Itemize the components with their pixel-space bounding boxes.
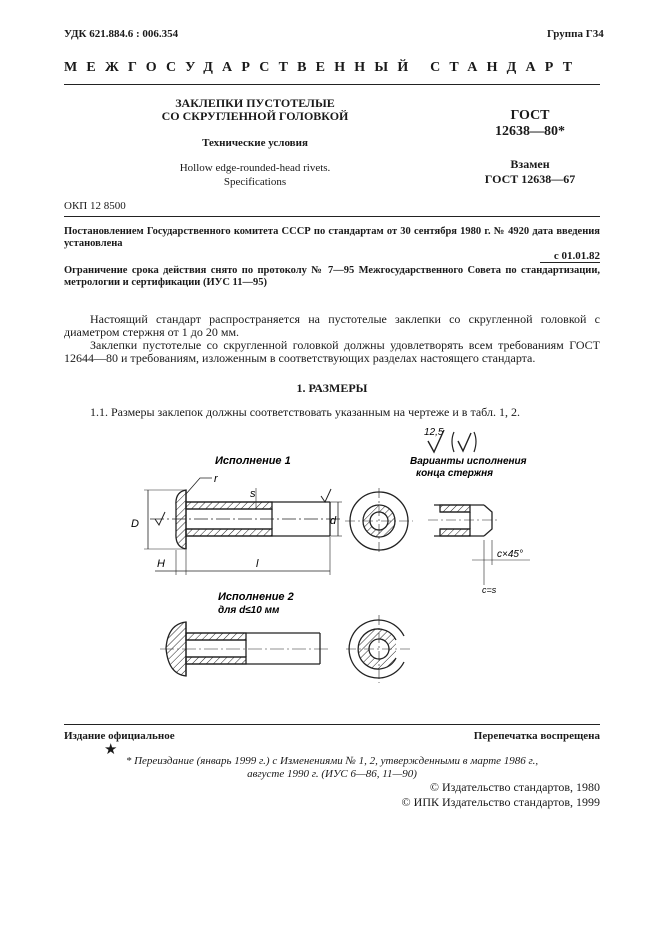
dim-r-label: r (214, 473, 218, 485)
decree-text: Постановлением Государственного комитета СССР по стандартам от 30 сентября 1980 г. № 4920 дата введения установлена (64, 226, 600, 249)
replaces-label: Взамен (510, 157, 550, 171)
group-code: Группа Г34 (547, 28, 604, 40)
variant2-end-view (346, 615, 412, 683)
footer-rule (64, 724, 600, 725)
replaces-value: ГОСТ 12638—67 (484, 172, 576, 186)
dim-d-label: d (330, 515, 337, 527)
title-ru-line1: ЗАКЛЕПКИ ПУСТОТЕЛЫЕ (175, 96, 335, 110)
chamfer-note: c=s (482, 585, 497, 595)
end-variants-line1: Варианты исполнения (410, 456, 527, 467)
roughness-mark-right (321, 489, 331, 502)
variant2-section (160, 622, 330, 676)
reissue-line2: августе 1990 г. (ИУС 6—86, 11—90) (247, 768, 417, 780)
variant2-line1: Исполнение 2 (218, 591, 294, 603)
limitation-text: Ограничение срока действия снято по протоколу № 7—95 Межгосударственного Совета по стандартизации, метрологии и сертификации (ИУС 11—95) (64, 265, 600, 288)
dim-H-label: H (157, 558, 165, 570)
requirements-paragraph: Заклепки пустотелые со скругленной головкой должны удовлетворять всем требованиям ГОСТ 12644—80 и требованиям, изложенным в соответствующих разделах настоящего стандарта. (64, 338, 600, 365)
variant1-section (144, 478, 342, 575)
variant2-line2: для d≤10 мм (218, 605, 280, 616)
subtitle: Технические условия (202, 137, 308, 149)
end-variants-line2: конца стержня (416, 468, 494, 479)
variant1-end-view (345, 488, 413, 554)
standard-banner: МЕЖГОСУДАРСТВЕННЫЙ СТАНДАРТ (64, 60, 582, 75)
reissue-note (64, 755, 600, 781)
title-ru-line2: СО СКРУГЛЕННОЙ ГОЛОВКОЙ (161, 109, 349, 123)
roughness-symbol (424, 427, 476, 452)
section-title: 1. РАЗМЕРЫ (296, 381, 368, 395)
intro-paragraph: Настоящий стандарт распространяется на пустотелые заклепки со скругленной головкой с диаметром стержня от 1 до 20 мм. (64, 312, 600, 339)
okp-code: ОКП 12 8500 (64, 200, 126, 212)
title-en-line2: Specifications (223, 176, 287, 188)
dim-D-label: D (131, 518, 139, 530)
title-en-line1: Hollow edge-rounded-head rivets. (179, 162, 331, 174)
gost-code: 12638—80* (495, 124, 565, 139)
star-icon: ★ (104, 742, 118, 758)
chamfer-label: c×45° (497, 549, 523, 560)
dim-l-label: l (256, 558, 259, 570)
copyright-block (300, 780, 600, 810)
official-edition: Издание официальное (64, 730, 175, 742)
copyright-1999: © ИПК Издательство стандартов, 1999 (401, 795, 600, 809)
decree-date: с 01.01.82 (553, 250, 600, 262)
udk-code: УДК 621.884.6 : 006.354 (64, 28, 179, 40)
dim-s-label: s (250, 488, 256, 500)
copyright-1980: © Издательство стандартов, 1980 (429, 780, 600, 794)
reprint-prohibited: Перепечатка воспрещена (473, 730, 600, 742)
roughness-value: 12,5 (424, 427, 444, 438)
clause-1-1: 1.1. Размеры заклепок должны соответствовать указанным на чертеже и в табл. 1, 2. (90, 405, 520, 419)
variant1-label: Исполнение 1 (215, 455, 291, 467)
gost-label: ГОСТ (510, 108, 550, 123)
shank-end-option (428, 505, 530, 585)
reissue-line1: * Переиздание (январь 1999 г.) с Изменениями № 1, 2, утвержденными в марте 1986 г., (125, 755, 539, 767)
roughness-mark-left (155, 512, 165, 525)
